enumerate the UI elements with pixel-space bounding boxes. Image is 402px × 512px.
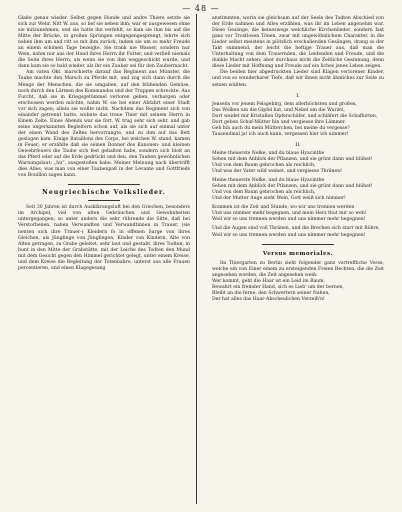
poem-line: Wer kommt, geht die Haar ist ein Leid im Baum, — [212, 278, 325, 284]
poem-line: Sehen mit dem Anblick der Pflanzen, und sie grünt dann und blühet! — [212, 156, 373, 162]
page-number: — 48 — — [182, 4, 220, 13]
poem-line: Kommen ist die Zeit und Stunde, wo wir uns trennen werden — [212, 205, 355, 211]
left-paragraph-1: Glaße genau wieder. Selbst gegen Hunde und andre Thiere setzte sie sich zur Wehr. Nitt W. aus, so lief sie neben ihm; war er ausgewesen ohne sie mitzunehmen, und sie hatte ihn verfehlt, so kam sie ihm bis auf die Mitte der Brücke, in großen Sprüngen entgegengesprengt, lehrte sich neben ihm um und ritt so mit ihm zurück, indem sie um so mehr Freude an einem schönen Tage bezeigte. Sie trank nie Wasser, sondern nur Wein, nahm nur aus der Hand ihres Herrn ihr Futter, und verließ niemals die Seite ihres Herrn, als wenn sie von ihm weggeschickt wurde, und dann kam sie so bald wieder, als ihr ein Zauber sei für den Zaubermacht. — [18, 16, 190, 70]
title-underline — [88, 200, 120, 201]
verse-title: Versus memoriales. — [262, 250, 334, 257]
poem-line: Geh hin auch du mein Mütterchen, bei meine du vergesse? — [212, 125, 350, 131]
right-paragraph-3: Im Thiergarten zu Berlin sieht folgender ganz vortreffliche Verse, welche ein von Einer einem zu ersteigenden Freien Rechten, die die Zeit angesehen worden, die Zeit angesehen weiß: — [212, 260, 384, 278]
right-paragraph-2: Die beiden hier abgedruckten Lieder sind Klagen verlorener Kinder, und von so wunderbarer Tiefe, daß wir ihnen nicht ähnliches zur Seite zu setzen wüßten. — [212, 70, 384, 88]
column-divider — [196, 14, 197, 504]
section-title: Neugriechische Volkslieder. — [42, 189, 166, 197]
poem-line: Weil wir so uns trennen werden und uns nimmer mehr begegnen! — [212, 232, 366, 238]
poem-line: Jenseits vor jenem Felsgebirg, dem allerhöchsten und großen, — [212, 101, 358, 107]
poem-line: Und von dem Baum gebrochen als reichlich, — [212, 163, 316, 169]
left-paragraph-3: Seit 30 Jahren ist durch Ausklärungsluft bei den Griechen, besonders im Archipel, viel von alten Gebräuchen und Gewohnheiten untergegangen; so unter andern die sehr rührende die Sitte, daß bei Verstorbenen, nahen Verwandten und Verwandtinnen in Trauer, (sie nenten sich ihre Trauer-) Kleidern fo in offenen Sarge von ihres Gleichen, als Jünglinge von Jünglingen, Kinder von Kindern, Alte von Alten getragen, zu Grabe geleitet, sehr laut und gestabt, ihres Todten, in bunt in den Mitte der Grabstätte, mit der Leiche des Todten den Mund mit dem Gesicht gegen den Himmel gerichtet gelegt, unter einem Kreise, und dem Kreise die Begleitung der Totenbahre, unterst aus alle Frauen percentieren, und einen Klagegesang — [18, 205, 190, 271]
poem-line: Der hat alles das Haar-Abscheulichen Verzeih'n! — [212, 296, 325, 302]
poem-line: Bleibt an die ferne, den Schwertern seiner Nahen, — [212, 290, 330, 296]
poem-line: Dort geben Schaf-Mütter hin und vergiesse ihre Lämmer. — [212, 119, 346, 125]
poem-number-2: II. — [295, 141, 301, 148]
poem-3 — [212, 279, 384, 303]
poem-line: Und der Mutter Auge sieht Wein, Gott weiß sich nimmer! — [212, 196, 346, 202]
poem-line: Und von dem Baum gebrochen als reichlich, — [212, 190, 316, 196]
poem-line: Dort weidet mir Kristallen Opferschäfer, und schläfert die Schafhirten, — [212, 113, 378, 119]
poem-number-1: I. — [296, 92, 300, 99]
right-column — [212, 16, 384, 306]
poem-line: Und was der Vater wild weinet, und vergiesse Thränen! — [212, 169, 343, 175]
verse-divider — [262, 244, 334, 245]
poem-line: Sehen mit dem Anblick der Pflanzen, und sie grünt dann und blühet! — [212, 184, 373, 190]
poem-line: Weil wir so uns trennen werden und uns nimmer mehr begegnen! — [212, 217, 366, 223]
left-paragraph-2: Am vaten Okt. marschierte darauf das Regiment aus Münster, die Taube machte den Marsch zu Pferde mit, und zog sich dann durch die Menge der Menschen, die sie umgaben, auf den blühenden Gemüse, noch durch den Lärmen des Kommandos und der Truppen schreckte. Aus Furcht, daß sie in Kriegsgetümmel verloren gehen, verbargen oder erschossen werden möchte, nahm W. sie bei einer Abfahrt einer Stadt vor sich zagen; allein sie wollte nicht. Nachdem das Regiment sich von einander getrennt hatte, wohnte das treue Thier mit seinem Herrn in Einem Zelte. Eines Abends war sie fort. W. trug sehr sich sehr, und gab seine ungerkannten Begleitern schon auf, als sie sich auf einmal unter der einen Wand des Zeltes hervorrangte, und zu ihm auf das Bett geslogen kam. Einige Bataillons des Corps, bei welchen W. stand, kamen in Feuer; er erzählte daß sie seinen Donner des Kanonen- und kleinen Gewehrfeuers die Taube sich fest gehalten habe, sondern sich bloß an das Pferd oder auf die Erde gedrückt und den, den Tauben gewöhnlichen Warnungslaut: „hu“, ausgestoßen habe. Meiner Meinung nach übertrifft dies Alles, was man von einer Taubenpaß in der Levante und Gottfrieds von Bouillon sagen kann. — [18, 70, 190, 179]
poem-line: Tausendmal ja! ich auch kann, vergessen hier ich nimmer! — [212, 131, 349, 137]
poem-line: Das Wolken um die Gipfel hat, und Nebel um die Wurzel, — [212, 107, 345, 113]
poem-line: Bewahrt ein fremder Hand, sich es Lieb' um der bernen, — [212, 284, 344, 290]
right-paragraph-1: anstimmten, worin sie gleichsam auf der Seele des Todten Abschied von der Erde nahmen und Alles erzählen, was ihr im Leben angenehm war. Diese Gesänge, die keineswegs weichliche Kirchenlieder, sondern fast ganz vor Trostlosen Tönen, zwar mit ungewöhnlichem Charakter, in die Lieder selbst meistens in plötzlich erschallenden Gesängen, drang so der Takt summend, der leicht die heftige Trauer aus, daß man die Unterhaltung von dem Trauernden, die Leidenden und Freude, und die dunkle Macht sehen; aber durchaus nicht die Zeitliche Gesinnung, denn diese Lieder mit Hoffnung und Freude auf ein liches jenes Leben zeigen. — [212, 16, 384, 70]
left-column — [18, 16, 190, 272]
poem-line: Meine theuerste Nelke, und du blaue Hyacinthe — [212, 150, 325, 156]
poem-line: Und uns nimmer mehr begegnen, und mein Herz thut mir so weh! — [212, 211, 367, 217]
poem-2 — [212, 151, 384, 239]
poem-line: Meine theuerste Nelke, und du blaue Hyacinthe — [212, 178, 325, 184]
poem-1 — [212, 102, 384, 138]
section-divider — [68, 184, 140, 185]
poem-line: Und die Augen sind voll Thränen, und die Brechen sich starr mit Röhre, — [212, 226, 380, 232]
